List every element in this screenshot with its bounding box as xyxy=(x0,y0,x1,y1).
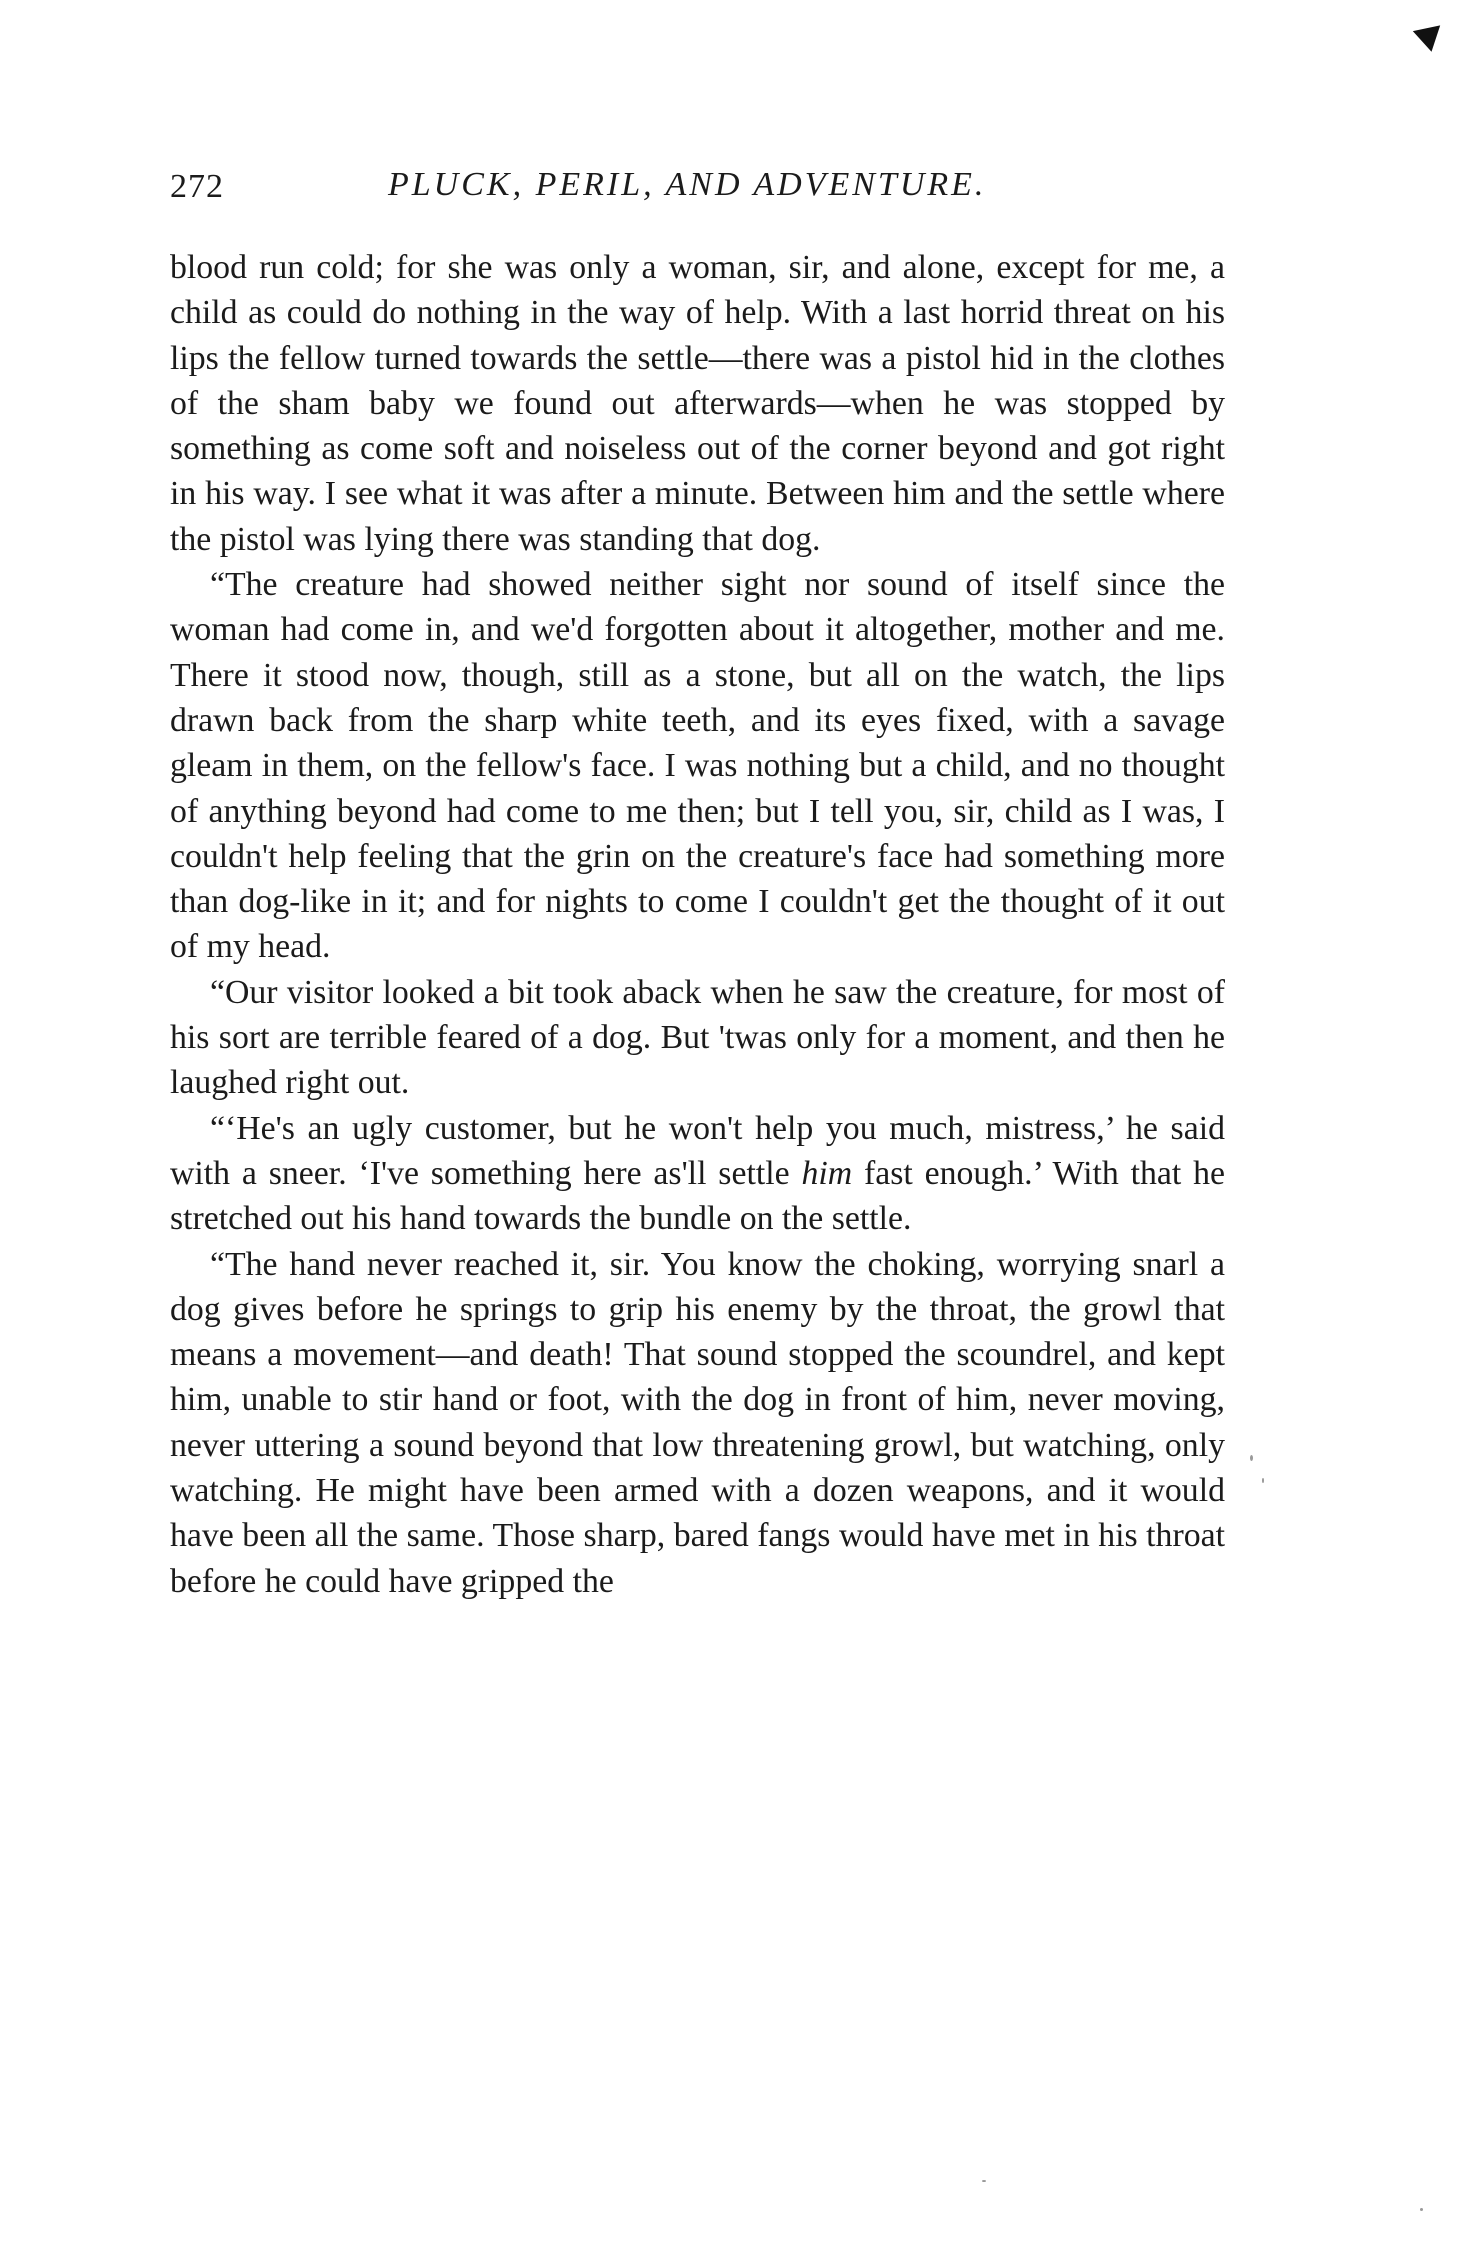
paragraph-5: “The hand never reached it, sir. You know the choking, worrying snarl a dog gives before he springs to grip his enemy by the throat, the growl that means a movement—and death! That sound stopped the scoundrel, and kept him, unable to stir hand or foot, with the dog in front of him, never moving, never uttering a sound beyond that low threatening growl, but watching, only watching. He might have been armed with a dozen weapons, and it would have been all the same. Those sharp, bared fangs would have met in his throat before he could have gripped the xyxy=(170,1245,1225,1600)
paragraph-4 xyxy=(170,1106,1225,1242)
paper-speck xyxy=(1420,2208,1423,2211)
page-number: 272 xyxy=(170,168,224,205)
page-header xyxy=(170,160,1270,220)
paragraph-2: “The creature had showed neither sight nor sound of itself since the woman had come in, and we'd forgotten about it altogether, mother and me. There it stood now, though, still as a stone, but all on the watch, the lips drawn back from the sharp white teeth, and its eyes fixed, with a savage gleam in them, on the fellow's face. I was nothing but a child, and no thought of anything beyond had come to me then; but I tell you, sir, child as I was, I couldn't help feeling that the grin on the creature's face had something more than dog-like in it; and for nights to come I couldn't get the thought of it out of my head. xyxy=(170,566,1225,966)
paper-speck xyxy=(1250,1455,1253,1461)
paragraph-4-after: fast enough.’ With that he stretched out his hand towards the bundle on the settle. xyxy=(170,1154,1226,1238)
corner-mark-icon xyxy=(1413,25,1445,54)
paper-speck xyxy=(982,2180,986,2182)
paper-speck xyxy=(1262,1478,1264,1483)
body-text xyxy=(170,245,1225,1604)
paragraph-4-before: “‘He's an ugly customer, but he won't help you much, mistress,’ he said with a sneer. ‘I've something here as'll settle xyxy=(170,1109,1225,1192)
paragraph-3: “Our visitor looked a bit took aback when he saw the creature, for most of his sort are terrible feared of a dog. But 'twas only for a moment, and then he laughed right out. xyxy=(170,973,1225,1102)
paragraph-1: blood run cold; for she was only a woman, sir, and alone, except for me, a child as could do nothing in the way of help. With a last horrid threat on his lips the fellow turned towards the settle—there was a pistol hid in the clothes of the sham baby we found out afterwards—when he was stopped by something as come soft and noiseless out of the corner beyond and got right in his way. I see what it was after a minute. Between him and the settle where the pistol was lying there was standing that dog. xyxy=(170,249,1225,558)
running-title: PLUCK, PERIL, AND ADVENTURE. xyxy=(388,166,987,203)
paragraph-4-emphasis: him xyxy=(801,1154,853,1192)
